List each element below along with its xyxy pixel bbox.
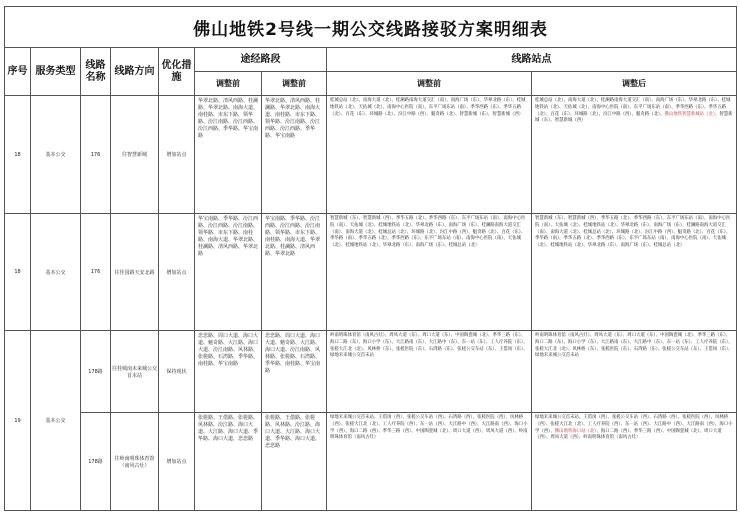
new-stop-highlight: 佛山地铁智慧新城站（北） [664,111,716,117]
row-stops-after [532,413,737,511]
row-stops-before: 智慧新城（东）、智慧新城（西）、季华五路（北）、季华西路（东）、东平广场东站（南）、南海中心医院（南）、天佑城（北）、桂城地铁站（北）、华翠北路（东）、南海广场（东）、桂澜路南海大道交汇（南）、南海大道（北）、桂城总站（北）、环城路（北）、汾江中路（西）、魁奇路（北）、百花（东）、季华路（南）、季华五路（北）、季华西路（东）、东平广场东站（南）、南海中心医院（南）、天佑城（北）、桂城地铁站（北）、华翠北路（东）、南海广场（东）、桂城总站（北） [327,214,532,331]
stops-after-text: 绿地未来城公交首末站、王借岗（西）、张槎公交车站（西）、石湾路（西）、张槎医院（西）、风林桥（西）、张槎大江北（北）、工人疗养院（西）、东一站（西）、大江路中（西）、大江路南（西）、海口小学（西）、 [535,415,733,434]
row-roads-before: 张槎路、王借路、张槎路、风林路、汾江路、海口大道、大江路、海口大道、季华路、海口大道、悲悲路 [195,413,262,511]
connection-plan-table [4,6,737,511]
row-service-type: 基本公交 [31,214,81,331]
table-row [5,96,737,214]
header-stops-before: 调整前 [327,72,532,96]
table-row [5,413,737,511]
row-stops-before: 绿地未来城公交首末站、王借岗（西）、张槎公交车站（西）、石湾路（西）、张槎医院（西）、风林桥（西）、张槎大江北（北）、工人疗养院（西）、东一站（西）、大江路中（西）、大江路南（西）、海口小学（西）、海口二路（西）、季华三路（西）、中国陶瓷城（北）、周口大道（西）、周凤大道（西）、岭南明珠体育馆（南风古灶） [327,413,532,511]
row-stops-after: 智慧新城（东）、智慧新城（西）、季华五路（北）、季华西路（东）、东平广场东站（南）、南海中心医院（南）、天佑城（北）、桂城地铁站（北）、华翠北路（东）、南海广场（东）、桂澜路南海大道交汇（南）、南海大道（北）、桂城总站（北）、环城路（北）、汾江中路（西）、魁奇路（北）、百花（东）、季华路（南）、季华五路（北）、季华西路（东）、东平广场东站（南）、南海中心医院（南）、天佑城（北）、桂城地铁站（北）、华翠北路（东）、南海广场（东）、桂城总站（北） [532,214,737,331]
row-direction: 往佳园路天安北路 [111,214,159,331]
row-seq: 18 [5,214,31,331]
stops-after-tail: 、智慧新城（东）、智慧新城（西） [535,111,733,124]
row-stops-before: 桂城总站（北）、南海大道（北）、桂澜路南海大道交汇（南）、南海广场（东）、华翠北路（东）、桂城地铁站（北）、天佑城（北）、南海中心医院（南）、东平广场东站（南）、季华西路（东）、季华五路（北）、百花（东）、环城路（北）、汾江中路（西）、魁奇路（北）、智慧新城（东）、智慧新城（西） [327,96,532,214]
row-measure: 增加站点 [159,96,195,214]
row-roads-before: 华翠北路、清风西路、桂澜路、华翠北路、南海大道、南桂路、市东下路、领华路、汾江南路、汾江西路、汾江西路、季华路、华宝南路 [195,96,262,214]
row-roads-after: 张槎路、王借路、张槎路、风林路、汾江路、海口大道、大江路、海口大道、季华路、海口大道、悲悲路 [262,413,327,511]
row-service-type: 基本公交 [31,96,81,214]
table-title: 佛山地铁2号线一期公交线路接驳方案明细表 [5,7,737,48]
row-direction: 往智慧新城 [111,96,159,214]
row-roads-after: 华宝南路、季华路、汾江西路、汾江西路、汾江南路、领华路、市东下路、南桂路、南海大道、华翠北路、桂澜路、清风西路、华翠北路 [262,214,327,331]
row-stops-after [532,96,737,214]
row-route-name: 178路 [81,413,111,511]
new-stop-highlight: 佛山地铁海口站（北） [554,428,597,434]
row-measure: 增加站点 [159,214,195,331]
table-row [5,331,737,413]
row-stops-before: 岭南明珠体育馆（南风古灶）、周凤大道（东）、周口大道（东）、中国陶瓷城（北）、季华三路（东）、海口二路（东）、海口小学（东）、大江路南（东）、大江路中（东）、东一站（东）、工人疗养院（东）、张槎大江北（北）、风林桥（东）、张槎医院（东）、石湾路（东）、张槎公交车站（东）、王借岗（东）、绿地未来城公交首末站 [327,331,532,413]
row-roads-after: 悲悲路、周口大道、海口大道、魁奇路、大江路、海口大道、汾江南路、风林路、张槎路、石湾路、季华路、南桂路、华宝南路 [262,331,327,413]
row-route-name: 178路 [81,331,111,413]
row-service-type: 基本公交 [31,331,81,511]
row-direction: 往岭南明珠体育馆（南风古灶） [111,413,159,511]
table-row [5,214,737,331]
row-measure: 保持现状 [159,331,195,413]
header-service-type: 服务类型 [31,48,81,96]
header-roads: 途经路段 [195,48,327,72]
row-measure: 增加站点 [159,413,195,511]
connection-plan-sheet [4,6,736,520]
stops-after-tail: 、海口二路（西）、季华三路（西）、中国陶瓷城（北）、周口大道（西）、周凤大道（西）、岭南明珠体育馆（南风古灶） [535,428,722,441]
header-direction: 线路方向 [111,48,159,96]
row-roads-before: 悲悲路、周口大道、海口大道、魁奇路、大江路、海口大道、汾江南路、风林路、张槎路、石湾路、季华路、南桂路、华宝南路 [195,331,262,413]
row-seq: 19 [5,331,31,511]
header-route-name: 线路名称 [81,48,111,96]
row-route-name: 176 [81,214,111,331]
row-stops-after: 岭南明珠体育馆（南风古灶）、周凤大道（东）、周口大道（东）、中国陶瓷城（北）、季华三路（东）、海口二路（东）、海口小学（东）、大江路南（东）、大江路中（东）、东一站（东）、工人疗养院（东）、张槎大江北（北）、风林桥（东）、张槎医院（东）、石湾路（东）、张槎公交车站（东）、王借岗（东）、绿地未来城公交首末站 [532,331,737,413]
stops-after-text: 桂城总站（北）、南海大道（北）、桂澜路南海大道交汇（南）、南海广场（东）、华翠北路（东）、桂城地铁站（北）、天佑城（北）、南海中心医院（南）、东平广场东站（南）、季华西路（东）、季华五路（北）、百花（东）、环城路（北）、汾江中路（西）、魁奇路（北）、 [535,98,731,117]
header-stops: 线路站点 [327,48,737,72]
row-route-name: 176 [81,96,111,214]
header-seq: 序号 [5,48,31,96]
header-roads-after: 调整前 [262,72,327,96]
row-direction: 往桂城南未来城公交首末站 [111,331,159,413]
header-stops-after: 调整后 [532,72,737,96]
row-roads-after: 华翠北路、清风西路、桂澜路、华翠北路、南海大道、南桂路、市东下路、领华路、汾江南路、汾江西路、汾江西路、季华路、华宝南路 [262,96,327,214]
row-seq: 18 [5,96,31,214]
row-roads-before: 华宝南路、季华路、汾江西路、汾江西路、汾江南路、领华路、市东下路、南桂路、南海大道、华翠北路、桂澜路、清风西路、华翠北路 [195,214,262,331]
header-roads-before: 调整前 [195,72,262,96]
header-measure: 优化措施 [159,48,195,96]
